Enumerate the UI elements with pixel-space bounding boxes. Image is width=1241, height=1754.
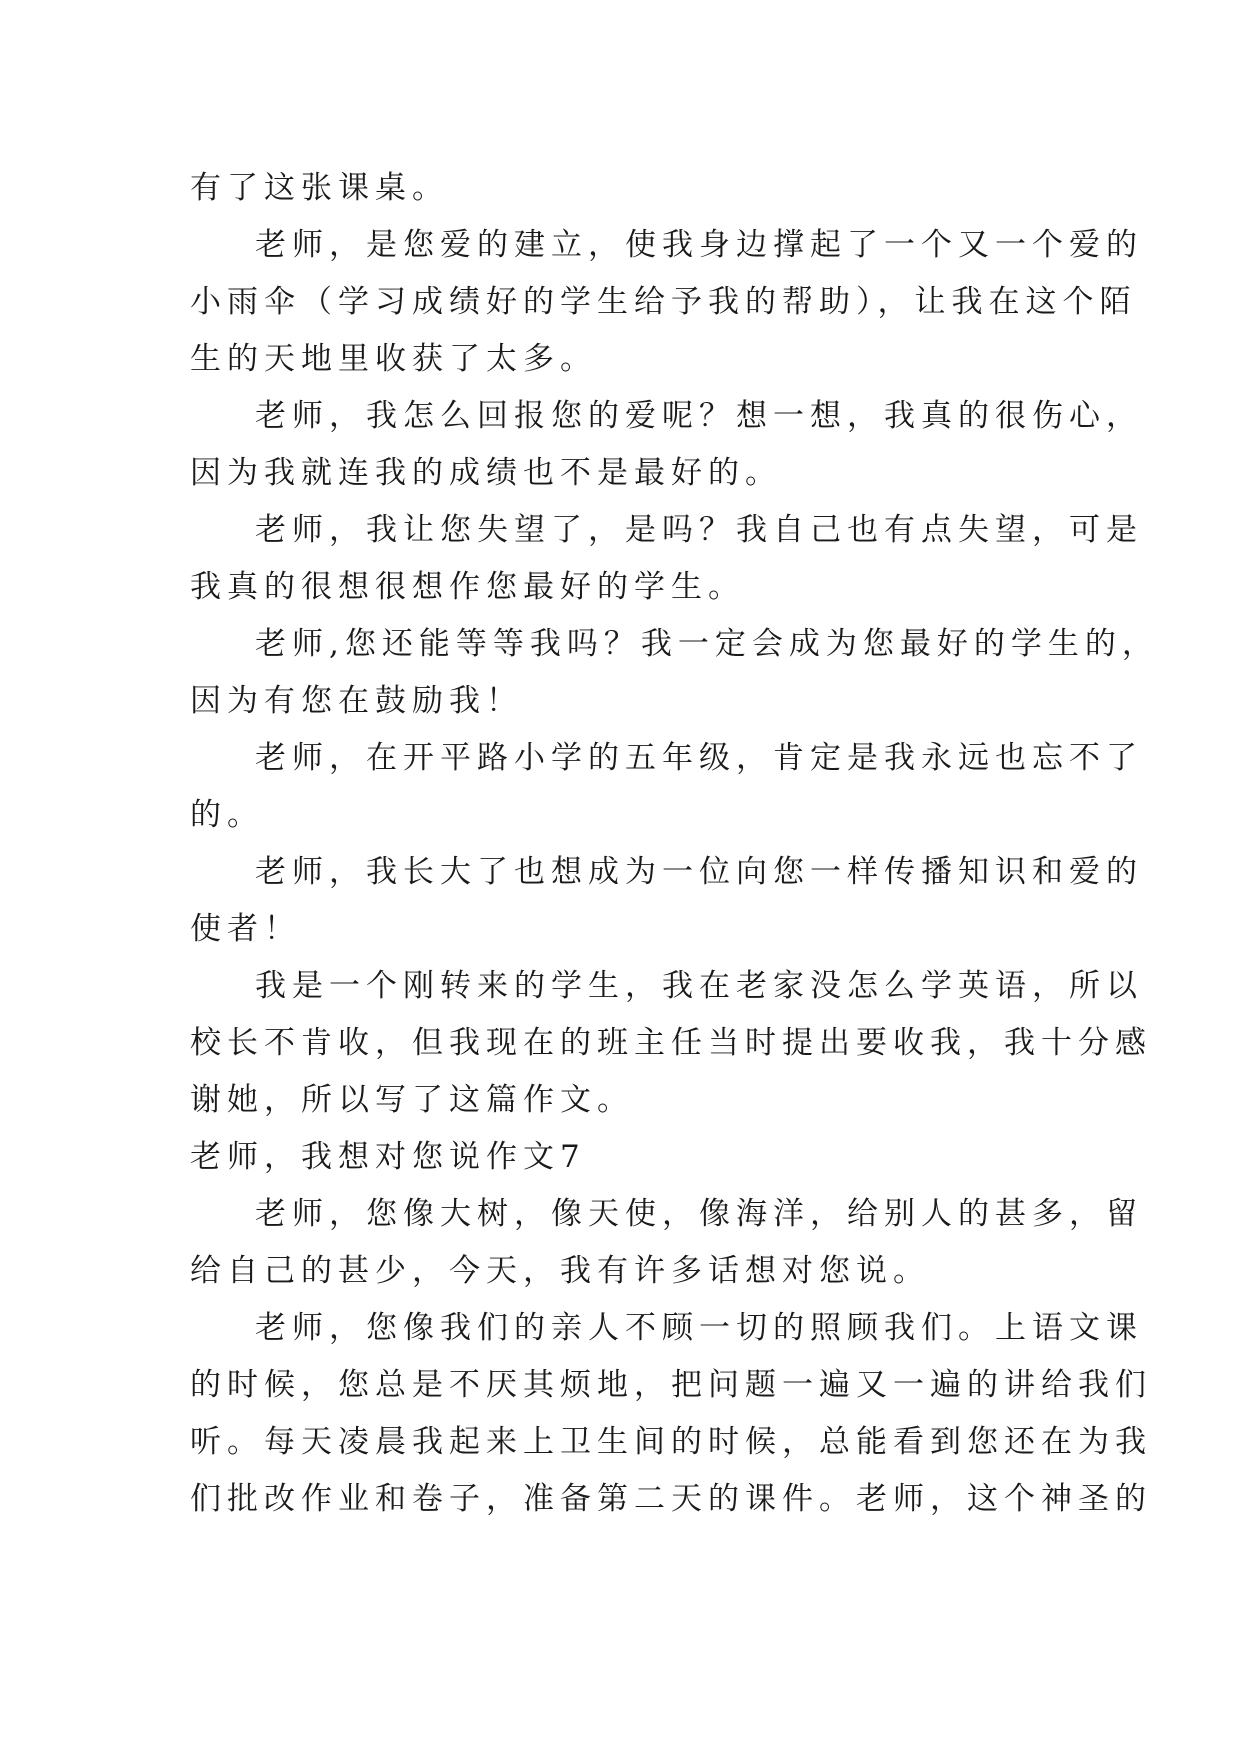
text-line: 生的天地里收获了太多。 xyxy=(190,341,597,377)
text-line: 使者！ xyxy=(190,911,301,947)
text-line: 我真的很想很想作您最好的学生。 xyxy=(190,569,745,605)
text-line: 因为有您在鼓励我！ xyxy=(190,683,523,719)
paragraph-start-line: 老师，我怎么回报您的爱呢？想一想，我真的很伤心， xyxy=(255,398,1143,434)
paragraph-start-line: 老师，在开平路小学的五年级，肯定是我永远也忘不了 xyxy=(255,740,1143,776)
text-line: 谢她，所以写了这篇作文。 xyxy=(190,1082,634,1118)
paragraph-start-line: 老师，我长大了也想成为一位向您一样传播知识和爱的 xyxy=(255,854,1143,890)
text-line: 们批改作业和卷子，准备第二天的课件。老师，这个神圣的 xyxy=(190,1481,1152,1517)
text-line: 的时候，您总是不厌其烦地，把问题一遍又一遍的讲给我们 xyxy=(190,1367,1152,1403)
text-line: 校长不肯收，但我现在的班主任当时提出要收我，我十分感 xyxy=(190,1025,1152,1061)
paragraph-start-line: 老师，您像大树，像天使，像海洋，给别人的甚多，留 xyxy=(255,1196,1143,1232)
text-line: 因为我就连我的成绩也不是最好的。 xyxy=(190,455,782,491)
paragraph-start-line: 老师,您还能等等我吗？我一定会成为您最好的学生的， xyxy=(255,626,1159,662)
paragraph-start-line: 老师，我让您失望了，是吗？我自己也有点失望，可是 xyxy=(255,512,1143,548)
paragraph-start-line: 老师，您像我们的亲人不顾一切的照顾我们。上语文课 xyxy=(255,1310,1143,1346)
text-line: 听。每天凌晨我起来上卫生间的时候，总能看到您还在为我 xyxy=(190,1424,1152,1460)
text-line: 的。 xyxy=(190,797,264,833)
section-heading: 老师，我想对您说作文7 xyxy=(190,1139,586,1175)
paragraph-start-line: 我是一个刚转来的学生，我在老家没怎么学英语，所以 xyxy=(255,968,1143,1004)
text-line: 给自己的甚少，今天，我有许多话想对您说。 xyxy=(190,1253,930,1289)
text-line: 有了这张课桌。 xyxy=(190,170,449,206)
paragraph-start-line: 老师，是您爱的建立，使我身边撑起了一个又一个爱的 xyxy=(255,227,1143,263)
text-line: 小雨伞（学习成绩好的学生给予我的帮助），让我在这个陌 xyxy=(190,284,1137,320)
